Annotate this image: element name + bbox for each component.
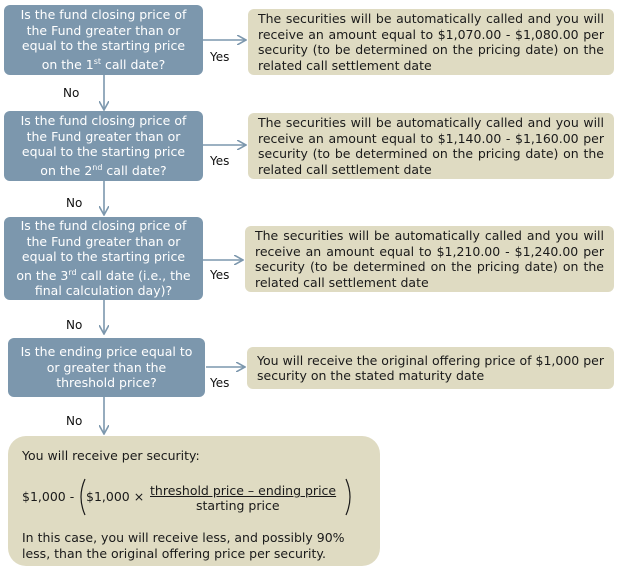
final-outcome-box bbox=[8, 436, 380, 566]
question-3-sup: rd bbox=[68, 267, 77, 277]
yes-label-3: Yes bbox=[210, 268, 230, 282]
no-label-1: No bbox=[63, 86, 80, 100]
formula-denominator: starting price bbox=[196, 498, 280, 513]
question-1-line-3: equal to the starting price bbox=[21, 38, 186, 54]
answer-box-3 bbox=[245, 226, 614, 292]
question-3-line-4b: call date (i.e., the bbox=[76, 267, 191, 283]
answer-2-text: The securities will be automatically called and you will receive an amount equal to $1,140.00 - $1,160.00 per security (to be determined on the pricing date) on the related call settlement date bbox=[258, 115, 604, 177]
answer-1-text: The securities will be automatically called and you will receive an amount equal to $1,070.00 - $1,080.00 per security (to be determined on the pricing date) on the related call settlement date bbox=[258, 11, 604, 73]
formula-inner: $1,000 × bbox=[86, 489, 145, 504]
answer-box-4 bbox=[247, 347, 614, 389]
question-box-4 bbox=[8, 338, 205, 397]
question-2-line-4a: on the 2 bbox=[40, 163, 93, 179]
question-1-sup: st bbox=[93, 56, 102, 66]
question-3-line-5: final calculation day)? bbox=[34, 283, 173, 299]
no-label-2: No bbox=[66, 196, 83, 210]
no-label-3: No bbox=[66, 318, 83, 332]
question-1-line-2: the Fund greater than or bbox=[26, 22, 181, 38]
question-4-line-3: threshold price? bbox=[56, 375, 157, 391]
final-note: In this case, you will receive less, and possibly 90% less, than the original offering price per security. bbox=[22, 530, 345, 561]
question-2-line-4b: call date? bbox=[102, 163, 167, 179]
question-3-line-3: equal to the starting price bbox=[21, 249, 186, 265]
question-1-line-4b: call date? bbox=[101, 57, 166, 73]
formula-numerator: threshold price – ending price bbox=[150, 483, 337, 498]
question-2-line-2: the Fund greater than or bbox=[26, 128, 181, 144]
question-box-3 bbox=[4, 217, 203, 300]
final-intro: You will receive per security: bbox=[22, 448, 200, 463]
question-3-line-1: Is the fund closing price of bbox=[20, 218, 187, 234]
no-label-4: No bbox=[66, 414, 83, 428]
question-2-sup: nd bbox=[92, 162, 103, 172]
question-3-line-2: the Fund greater than or bbox=[26, 233, 181, 249]
right-paren-icon bbox=[344, 478, 356, 516]
question-2-line-1: Is the fund closing price of bbox=[20, 113, 187, 129]
question-2-line-3: equal to the starting price bbox=[21, 144, 186, 160]
yes-label-2: Yes bbox=[210, 154, 230, 168]
answer-4-text: You will receive the original offering price of $1,000 per security on the stated maturity date bbox=[257, 352, 604, 383]
question-box-1 bbox=[4, 5, 203, 75]
question-4-line-1: Is the ending price equal to bbox=[20, 344, 193, 360]
question-3-line-4a: on the 3 bbox=[16, 267, 69, 283]
question-1-line-4a: on the 1 bbox=[41, 57, 94, 73]
formula-lead: $1,000 - bbox=[22, 489, 75, 504]
question-4-line-2: or greater than the bbox=[46, 359, 167, 375]
answer-box-2 bbox=[248, 113, 614, 179]
yes-label-1: Yes bbox=[210, 50, 230, 64]
answer-box-1 bbox=[248, 9, 614, 75]
answer-3-text: The securities will be automatically called and you will receive an amount equal to $1,210.00 - $1,240.00 per security (to be determined on the pricing date) on the related call settlement date bbox=[255, 228, 604, 290]
question-box-2 bbox=[4, 111, 203, 181]
question-1-line-1: Is the fund closing price of bbox=[20, 7, 187, 23]
yes-label-4: Yes bbox=[210, 376, 230, 390]
